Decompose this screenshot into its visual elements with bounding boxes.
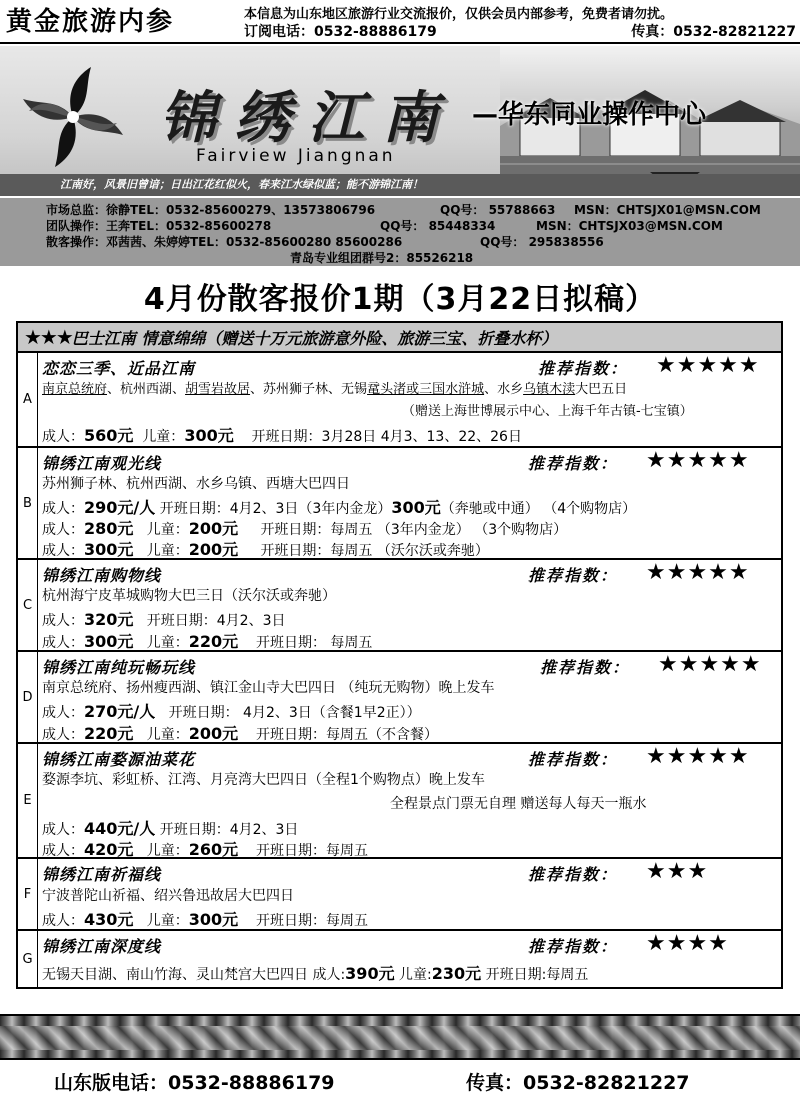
price-line — [42, 495, 636, 518]
tour-price-table — [16, 321, 783, 989]
itinerary-part: 、苏州狮子林、无锡 — [250, 382, 368, 397]
child-price: 260元 — [188, 840, 239, 859]
qq-number: QQ号： 85448334 — [380, 219, 496, 233]
qq-number: QQ号： 295838556 — [480, 235, 604, 249]
adult-price: 270元/人 — [84, 702, 156, 721]
child-price: 300元 — [188, 910, 239, 929]
departure-dates: 开班日期：每周五 — [255, 913, 368, 929]
departure-dates: 开班日期：3月28日 4月3、13、22、26日 — [251, 429, 522, 445]
itinerary: 无锡天目湖、南山竹海、灵山梵宫大巴四日 — [42, 967, 308, 983]
child-label: 儿童: — [399, 967, 432, 983]
gift-note: （赠送上海世博展示中心、上海千年古镇-七宝镇） — [402, 404, 693, 419]
price-line — [42, 423, 522, 446]
recommend-label: 推荐指数： — [528, 750, 619, 769]
tour-section-e — [18, 744, 781, 859]
tour-section-d — [18, 652, 781, 744]
section-letter: E — [18, 744, 38, 857]
brand-calligraphy-title: 锦绣江南 — [160, 85, 456, 151]
tour-section-c — [18, 560, 781, 652]
tour-title: 锦绣江南婺源油菜花 — [42, 750, 196, 769]
pattern-inner — [0, 1026, 800, 1050]
contact-row — [0, 201, 800, 216]
msn-address: MSN：CHTSJX01@MSN.COM — [574, 203, 761, 217]
subscribe-phone: 订阅电话：0532-88886179 — [244, 24, 437, 40]
child-label: 儿童： — [146, 635, 189, 651]
itinerary: 南京总统府、扬州瘦西湖、镇江金山寺大巴四日 （纯玩无购物）晚上发车 — [42, 680, 495, 696]
section-letter: D — [18, 652, 38, 742]
adult-label: 成人： — [42, 843, 84, 859]
itinerary-part: 大巴五日 — [575, 382, 628, 397]
contact-row — [0, 233, 800, 248]
contacts-block — [0, 198, 800, 266]
departure-dates: 开班日期：每周五（不含餐） — [255, 727, 438, 743]
price-line — [42, 907, 368, 930]
adult-label: 成人： — [42, 429, 84, 445]
table-header — [18, 323, 781, 353]
member-notice: 本信息为山东地区旅游行业交流报价，仅供会员内部参考，免费者请勿扰。 — [244, 7, 674, 22]
pinwheel-logo-icon — [18, 62, 128, 172]
adult-price: 220元 — [84, 724, 134, 743]
service-note: 全程景点门票无自理 赠送每人每天一瓶水 — [390, 796, 647, 812]
banner-subtitle: —华东同业操作中心 — [472, 100, 707, 130]
child-label: 儿童： — [146, 913, 189, 929]
banner — [0, 46, 800, 196]
adult-price: 320元 — [84, 610, 134, 629]
departure-dates: 开班日期：4月2、3日（3年内金龙） — [159, 501, 392, 517]
adult-price: 300元 — [84, 540, 134, 559]
adult-label: 成人： — [42, 522, 84, 538]
departure-dates: 开班日期：每周五 （3年内金龙） （3个购物店） — [260, 522, 568, 538]
price-line — [42, 816, 298, 839]
price-line — [42, 607, 286, 630]
itinerary-part: 鼋头渚或三国水浒城 — [367, 382, 485, 397]
departure-dates: 开班日期：4月2、3日 — [146, 613, 286, 629]
brand-title: 黄金旅游内参 — [6, 7, 175, 37]
recommend-label: 推荐指数： — [538, 359, 629, 378]
price-line — [42, 721, 438, 744]
child-price: 200元 — [188, 540, 239, 559]
adult-label: 成人： — [42, 727, 84, 743]
adult-price: 430元 — [84, 910, 134, 929]
tour-section-b — [18, 448, 781, 560]
contact-row — [0, 217, 800, 232]
section-letter: A — [18, 353, 38, 446]
recommend-label: 推荐指数： — [528, 454, 619, 473]
recommend-label: 推荐指数： — [528, 865, 619, 884]
itinerary-part: 、水乡 — [484, 382, 524, 397]
itinerary-part: 胡雪岩故居 — [185, 382, 251, 397]
adult-price: 440元/人 — [84, 819, 156, 838]
bus-note: （奔驰或中通） （4个购物店） — [440, 501, 637, 517]
rating-stars-icon: ★★★★★ — [646, 744, 750, 769]
alt-price: 300元 — [391, 498, 441, 517]
rating-stars-icon: ★★★★★ — [646, 448, 750, 473]
child-label: 儿童： — [146, 522, 189, 538]
adult-price: 390元 — [345, 964, 395, 983]
rating-stars-icon: ★★★★★ — [658, 652, 762, 677]
rating-stars-icon: ★★★★★ — [646, 560, 750, 585]
child-label: 儿童： — [146, 727, 189, 743]
child-price: 230元 — [431, 964, 482, 983]
tour-title: 锦绣江南祈福线 — [42, 865, 162, 884]
itinerary: 婺源李坑、彩虹桥、江湾、月亮湾大巴四日（全程1个购物点）晚上发车 — [42, 772, 485, 788]
table-header-text: 巴士江南 情意绵绵（赠送十万元旅游意外险、旅游三宝、折叠水杯） — [71, 329, 558, 348]
itinerary-and-price — [42, 961, 588, 984]
itinerary — [42, 378, 627, 397]
section-letter: G — [18, 931, 38, 987]
adult-price: 560元 — [84, 426, 134, 445]
tour-title: 锦绣江南购物线 — [42, 566, 162, 585]
departure-dates: 开班日期：每周五 （沃尔沃或奔驰） — [260, 543, 489, 559]
departure-dates: 开班日期：4月2、3日 — [159, 822, 299, 838]
msn-address: MSN：CHTSJX03@MSN.COM — [536, 219, 723, 233]
adult-price: 300元 — [84, 632, 134, 651]
adult-label: 成人： — [42, 543, 84, 559]
footer-phone: 山东版电话：0532-88886179 — [54, 1072, 335, 1094]
itinerary: 杭州海宁皮革城购物大巴三日（沃尔沃或奔驰） — [42, 588, 336, 604]
itinerary-part: 、杭州西湖、 — [107, 382, 186, 397]
tour-title: 锦绣江南纯玩畅玩线 — [42, 658, 196, 677]
adult-price: 280元 — [84, 519, 134, 538]
individual-operators: 散客操作：邓茜茜、朱婷婷TEL：0532-85600280 85600286 — [46, 235, 403, 249]
price-line — [42, 516, 567, 539]
qq-group-number: 青岛专业组团群号2：85526218 — [290, 251, 474, 265]
rating-stars-icon: ★★★★ — [646, 931, 729, 956]
itinerary-part: 南京总统府 — [42, 382, 108, 397]
adult-label: 成人： — [42, 705, 84, 721]
recommend-label: 推荐指数： — [528, 937, 619, 956]
adult-price: 290元/人 — [84, 498, 156, 517]
child-price: 300元 — [184, 426, 234, 445]
itinerary-part: 乌镇木渎 — [523, 382, 576, 397]
departure-dates: 开班日期：每周五 — [255, 843, 368, 859]
itinerary: 宁波普陀山祈福、绍兴鲁迅故居大巴四日 — [42, 888, 294, 904]
adult-label: 成人： — [42, 913, 84, 929]
price-line — [42, 837, 368, 860]
top-bar — [0, 0, 800, 44]
child-label: 儿童： — [146, 543, 189, 559]
section-letter: B — [18, 448, 38, 558]
departure-dates: 开班日期： 4月2、3日（含餐1早2正）） — [168, 705, 421, 721]
rating-stars-icon: ★★★★★ — [656, 353, 760, 378]
section-letter: C — [18, 560, 38, 650]
recommend-label: 推荐指数： — [540, 658, 631, 677]
adult-label: 成人： — [42, 613, 84, 629]
adult-label: 成人： — [42, 822, 84, 838]
tour-title: 锦绣江南观光线 — [42, 454, 162, 473]
child-price: 200元 — [188, 724, 239, 743]
contact-row — [0, 249, 800, 264]
tour-section-f — [18, 859, 781, 931]
page-headline: 4月份散客报价1期（3月22日拟稿） — [143, 282, 657, 317]
footer-fax: 传真：0532-82821227 — [466, 1072, 690, 1094]
rating-stars-icon: ★★★ — [646, 859, 709, 884]
departure-dates: 开班日期:每周五 — [485, 967, 589, 983]
itinerary: 苏州狮子林、杭州西湖、水乡乌镇、西塘大巴四日 — [42, 476, 350, 492]
price-line — [42, 699, 421, 722]
price-line — [42, 629, 372, 652]
departure-dates: 开班日期： 每周五 — [255, 635, 373, 651]
marketing-director: 市场总监：徐静TEL：0532-85600279、13573806796 — [46, 203, 376, 217]
section-letter: F — [18, 859, 38, 929]
tour-section-g — [18, 931, 781, 987]
adult-label: 成人: — [312, 967, 346, 983]
rating-stars-icon: ★★★ — [24, 325, 72, 349]
child-price: 220元 — [188, 632, 239, 651]
decorative-pattern-band — [0, 1014, 800, 1060]
child-label: 儿童： — [146, 843, 189, 859]
english-title: Fairview Jiangnan — [196, 146, 396, 166]
tour-section-a — [18, 353, 781, 448]
team-operator: 团队操作：王奔TEL：0532-85600278 — [46, 219, 272, 233]
fax-number: 传真：0532-82821227 — [631, 24, 796, 40]
adult-price: 420元 — [84, 840, 134, 859]
adult-label: 成人： — [42, 501, 84, 517]
slogan: 江南好，风景旧曾谙；日出江花红似火，春来江水绿似蓝；能不游锦江南！ — [0, 174, 800, 196]
price-line — [42, 537, 489, 560]
tour-title: 锦绣江南深度线 — [42, 937, 162, 956]
child-price: 200元 — [188, 519, 239, 538]
qq-number: QQ号： 55788663 — [440, 203, 556, 217]
child-label: 儿童： — [142, 429, 185, 445]
recommend-label: 推荐指数： — [528, 566, 619, 585]
adult-label: 成人： — [42, 635, 84, 651]
tour-title: 恋恋三季、近品江南 — [42, 359, 196, 378]
